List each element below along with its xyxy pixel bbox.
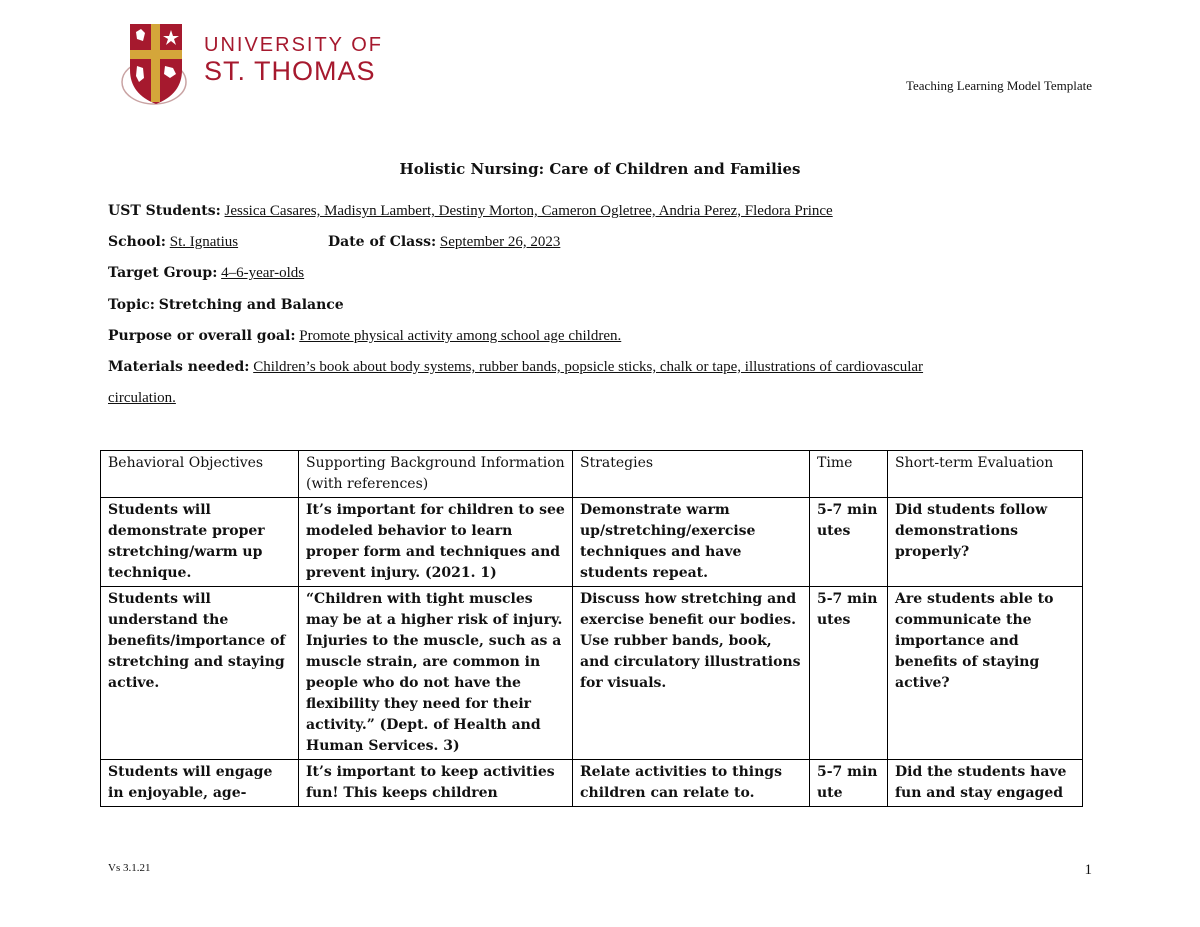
- logo-line-2: ST. THOMAS: [204, 56, 376, 86]
- version-label: Vs 3.1.21: [108, 862, 151, 874]
- table-cell: It’s important for children to see modeled behavior to learn proper form and techniques and prevent injury. (2021. 1): [299, 498, 573, 587]
- materials-value-line-1: Children’s book about body systems, rubber bands, popsicle sticks, chalk or tape, illustrations of cardiovascular: [253, 359, 924, 375]
- logo-line-1: UNIVERSITY OF: [204, 34, 383, 56]
- university-crest-icon: [120, 20, 200, 108]
- table-cell: It’s important to keep activities fun! This keeps children: [299, 760, 573, 807]
- header-behavioral-objectives: Behavioral Objectives: [101, 451, 299, 498]
- table-cell: 5-7 minute: [810, 760, 888, 807]
- purpose-value: Promote physical activity among school age children.: [299, 328, 622, 344]
- target-group-value: 4–6-year-olds: [221, 265, 305, 281]
- header-time: Time: [810, 451, 888, 498]
- topic-value: Stretching and Balance: [158, 297, 344, 313]
- table-cell: Did students follow demonstrations properly?: [888, 498, 1083, 587]
- table-cell: Relate activities to things children can relate to.: [573, 760, 810, 807]
- students-value: Jessica Casares, Madisyn Lambert, Destiny Morton, Cameron Ogletree, Andria Perez, Fledora Prince: [224, 203, 833, 219]
- table-cell: Students will demonstrate proper stretching/warm up technique.: [101, 498, 299, 587]
- university-logo: [120, 20, 390, 108]
- table-cell: Are students able to communicate the importance and benefits of staying active?: [888, 587, 1083, 760]
- header-strategies: Strategies: [573, 451, 810, 498]
- logo-wordmark: [204, 34, 383, 86]
- table-cell: Discuss how stretching and exercise benefit our bodies. Use rubber bands, book, and circulatory illustrations for visuals.: [573, 587, 810, 760]
- students-field: [108, 203, 833, 220]
- table-row: [101, 760, 1083, 807]
- materials-field: [108, 359, 923, 376]
- page-number: 1: [1084, 862, 1092, 878]
- date-label: Date of Class:: [328, 234, 437, 250]
- purpose-label: Purpose or overall goal:: [108, 328, 296, 344]
- table-row: [101, 498, 1083, 587]
- date-value: September 26, 2023: [439, 234, 561, 250]
- header-short-term-evaluation: Short-term Evaluation: [888, 451, 1083, 498]
- topic-label: Topic:: [108, 297, 155, 313]
- table-cell: Students will understand the benefits/importance of stretching and staying active.: [101, 587, 299, 760]
- table-cell: 5-7 minutes: [810, 587, 888, 760]
- school-value: St. Ignatius: [169, 234, 239, 250]
- table-cell: Did the students have fun and stay engaged: [888, 760, 1083, 807]
- students-label: UST Students:: [108, 203, 221, 219]
- materials-label: Materials needed:: [108, 359, 250, 375]
- school-label: School:: [108, 234, 166, 250]
- lesson-plan-table: [100, 450, 1083, 807]
- date-field: [328, 234, 560, 251]
- target-group-label: Target Group:: [108, 265, 218, 281]
- table-cell: “Children with tight muscles may be at a higher risk of injury. Injuries to the muscle, such as a muscle strain, are common in people who do not have the flexibility they need for their activity.” (Dept. of Health and Human Services. 3): [299, 587, 573, 760]
- template-label: Teaching Learning Model Template: [905, 78, 1092, 93]
- table-cell: Demonstrate warm up/stretching/exercise techniques and have students repeat.: [573, 498, 810, 587]
- table-cell: 5-7 minutes: [810, 498, 888, 587]
- table-header-row: [101, 451, 1083, 498]
- header-supporting-background: Supporting Background Information (with references): [299, 451, 573, 498]
- purpose-field: [108, 328, 621, 345]
- table-cell: Students will engage in enjoyable, age-: [101, 760, 299, 807]
- materials-continuation: [108, 390, 176, 407]
- table-row: [101, 587, 1083, 760]
- target-group-field: [108, 265, 304, 282]
- materials-value-line-2: circulation.: [108, 390, 176, 406]
- document-title: Holistic Nursing: Care of Children and Families: [399, 160, 801, 178]
- school-field: [108, 234, 238, 251]
- topic-field: [108, 297, 344, 314]
